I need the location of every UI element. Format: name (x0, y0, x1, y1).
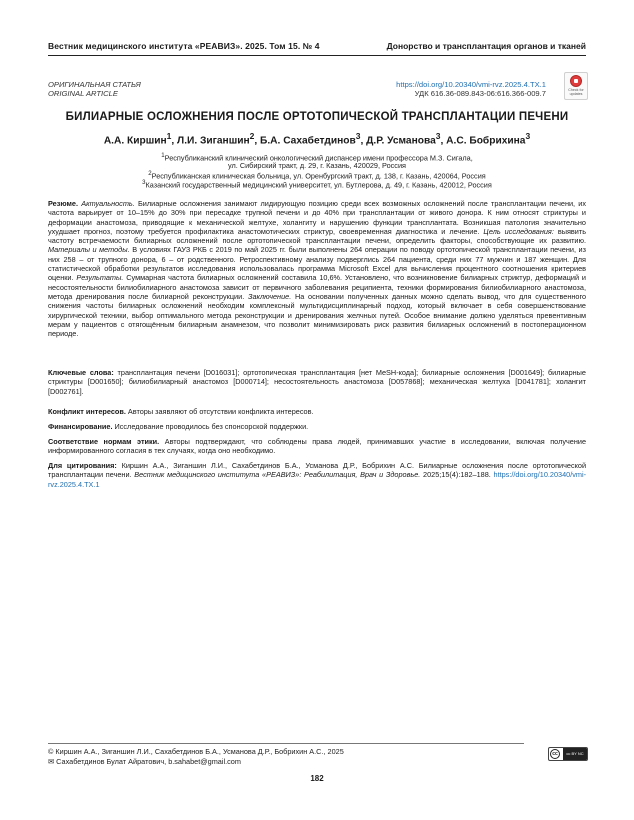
mail-icon: ✉ (48, 757, 55, 766)
cc-icon: cc (550, 749, 560, 759)
keywords: Ключевые слова: трансплантация печени [D016031]; ортотопическая трансплантация [нет MeSH-кода]; билиарные осложнения [D001649]; билиарные стриктуры [D001650]; билиобилиарный анастомоз [D000714]; несостоятельность анастомоза [D057868]; механическая желтуха [D041781]; холангит [D002761]. (48, 368, 586, 396)
citation-doi-link[interactable]: https://doi.org/10.20340/vmi-rvz.2025.4.TX.1 (48, 470, 586, 489)
doi-link[interactable]: https://doi.org/10.20340/vmi-rvz.2025.4.TX.1 (396, 80, 546, 89)
author: Д.Р. Усманова (366, 135, 436, 147)
author: А.С. Бобрихина (446, 135, 526, 147)
author-list: А.А. Киршин$^1$, Л.И. Зиганшин$^2$, Б.А. Сахабетдинов$^3$, Д.Р. Усманова$^3$, А.С. Бобрихина$^3$ (103, 131, 531, 147)
citation: Для цитирования: Киршин А.А., Зиганшин Л.И., Сахабетдинов Б.А., Усманова Д.Р., Бобрихин А.С. Билиарные осложнения после ортотопической трансплантации печени. Вестник медицинского института «РЕАВИЗ»: Реабилитация, Врач и Здоровье. 2025;15(4):182–188. https://doi.org/10.20340/vmi-rvz.2025.4.TX.1 (48, 461, 587, 489)
check-updates-badge[interactable] (564, 72, 588, 100)
page-number: 182 (310, 774, 324, 783)
conflict-of-interest: Конфликт интересов. Авторы заявляют об отсутствии конфликта интересов. (48, 407, 314, 416)
abstract: Резюме. Актуальность. Билиарные осложнения занимают лидирующую позицию среди всех возможных осложнений после трансплантации печени, их частота варьирует от 10–15% до 30% при пересадке трупной печени и до 40% при трансплантации от живого донора. К ним относят стриктуры и деформации анастомоза, приводящие к механической желтухе, холангиту и нарушению функции трансплантата. Возникшая патология значительно ухудшает прогноз, поэтому требуется профилактика анастомотических стриктур, своевременная диагностика и лечение. Цель исследования: выявить частоту встречаемости билиарных осложнений после ортотопической трансплантации печени, определить факторы, способствующие их развитию. Материалы и методы. В условиях ГАУЗ РКБ с 2019 по май 2025 гг. были выполнены 264 операции по поводу ортотопической трансплантации печени, из них 258 – от трупного донора, 6 – от родственного. Ретроспективному анализу подверглись 264 пациента, среди них 77 мужчин и 187 женщин. Для статистической обработки результатов исследования использовалась программа Microsoft Excel для вычисления процентного соотношения критериев оценки. Результаты. Суммарная частота билиарных осложнений составила 10,6%. Установлено, что возникновение билиарных стриктур, деформаций и несостоятельности билиобилиарного анастомоза зависит от первичного заболевания реципиента, техники формирования билиобилиарного анастомоза, метода дренирования после билиарной реконструкции. Заключение. На основании полученных данных можно сделать вывод, что для существенного снижения частоты билиарных осложнений необходим комплексный мультидисциплинарный подход, который включает в себя совершенствование хирургической техники, выбор оптимального метода реконструкции и дренирования желчных путей. Особое внимание должно уделяться превентивным мерам у пациентов с отягощённым билиарным анамнезом, что позволит минимизировать риск развития билиарных осложнений в постоперационном периоде. (48, 199, 587, 339)
contact-line: ✉ Сахабетдинов Булат Айратович, b.sahabet@gmail.com (48, 757, 241, 766)
header-divider (48, 55, 586, 56)
udk-code: УДК 616.36-089.843-06:616.366-009.7 (414, 89, 546, 98)
article-type-ru: ОРИГИНАЛЬНАЯ СТАТЬЯ (48, 80, 141, 89)
affiliation-1: $^1$Республиканский клинический онкологический диспансер имени профессора М.З. Сигала, (161, 152, 473, 163)
author: Л.И. Зиганшин (177, 135, 250, 147)
article-title: БИЛИАРНЫЕ ОСЛОЖНЕНИЯ ПОСЛЕ ОРТОТОПИЧЕСКОЙ ТРАНСПЛАНТАЦИИ ПЕЧЕНИ (65, 111, 569, 123)
check-updates-icon (570, 75, 582, 87)
footer-divider (48, 743, 524, 744)
funding: Финансирование. Исследование проводилось без спонсорской поддержки. (48, 422, 309, 431)
license-label: cc BY NC (563, 748, 587, 760)
copyright: © Киршин А.А., Зиганшин Л.И., Сахабетдинов Б.А., Усманова Д.Р., Бобрихин А.С., 2025 (48, 747, 344, 756)
journal-header: Вестник медицинского института «РЕАВИЗ». 2025. Том 15. № 4 (48, 41, 320, 51)
author: Б.А. Сахабетдинов (260, 135, 356, 147)
affiliation-3: $^3$Казанский государственный медицинский университет, ул. Бутлерова, д. 49, г. Казань, 420012, Россия (142, 179, 492, 190)
article-type-en: ORIGINAL ARTICLE (48, 89, 118, 98)
section-header: Донорство и трансплантация органов и тканей (386, 41, 586, 51)
author: А.А. Киршин (103, 135, 167, 147)
license-badge[interactable] (548, 747, 588, 761)
ethics: Соответствие нормам этики. Авторы подтверждают, что соблюдены права людей, принимавших участие в исследовании, включая получение информированного согласия в тех случаях, когда оно необходимо. (48, 437, 587, 456)
check-updates-label: Check for updates (568, 88, 584, 97)
affiliation-1-address: ул. Сибирский тракт, д. 29, г. Казань, 420029, Россия (228, 161, 406, 170)
affiliation-2: $^2$Республиканская клиническая больница, ул. Оренбургский тракт, д. 138, г. Казань, 420064, Россия (148, 170, 486, 181)
